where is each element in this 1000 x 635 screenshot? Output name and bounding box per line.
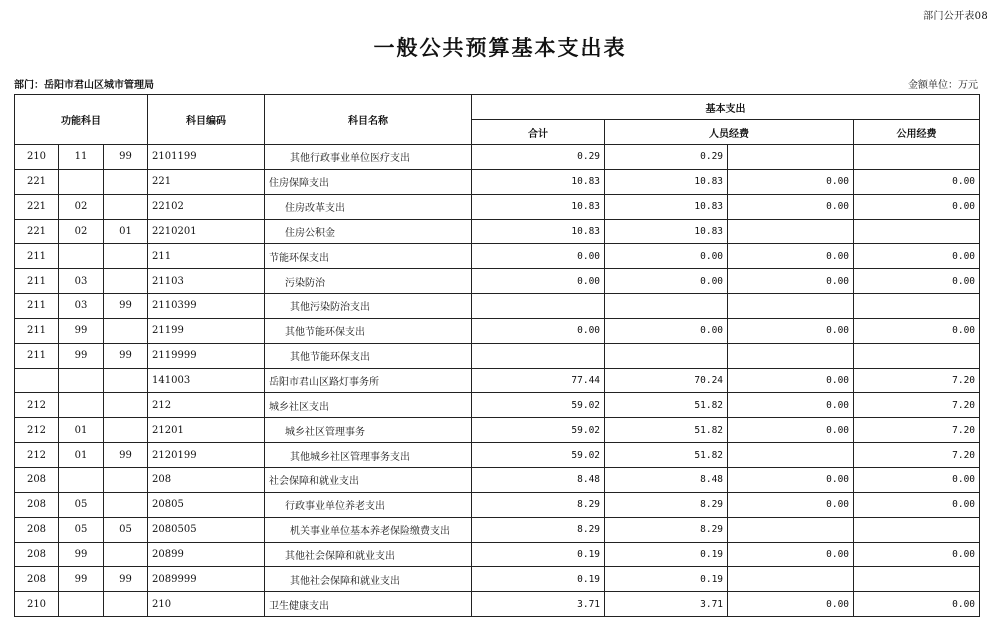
table-row [15,368,980,393]
cell-item: 11 [59,145,104,170]
cell-section [104,318,148,343]
cell-name: 岳阳市君山区路灯事务所 [265,368,472,393]
table-body [15,145,980,617]
cell-name: 其他城乡社区管理事务支出 [265,443,472,468]
cell-code: 20805 [148,492,265,517]
cell-personnel: 8.29 [605,492,728,517]
cell-total: 3.71 [472,592,605,617]
cell-class: 211 [15,269,59,294]
header-subject-name: 科目名称 [265,95,472,145]
cell-personnel-other: 0.00 [728,592,854,617]
cell-public: 7.20 [854,368,980,393]
cell-public [854,145,980,170]
form-number: 部门公开表08 [923,11,988,22]
cell-total: 10.83 [472,169,605,194]
cell-personnel-other: 0.00 [728,467,854,492]
cell-section [104,492,148,517]
cell-item [59,393,104,418]
cell-name: 住房保障支出 [265,169,472,194]
cell-name: 节能环保支出 [265,244,472,269]
cell-class: 212 [15,443,59,468]
cell-item: 99 [59,542,104,567]
cell-personnel-other: 0.00 [728,492,854,517]
cell-name: 社会保障和就业支出 [265,467,472,492]
cell-name: 其他污染防治支出 [265,294,472,319]
table-row [15,517,980,542]
cell-public: 0.00 [854,542,980,567]
cell-class: 211 [15,318,59,343]
cell-public [854,567,980,592]
header-personnel: 人员经费 [605,120,854,145]
cell-personnel: 8.29 [605,517,728,542]
cell-public: 0.00 [854,492,980,517]
cell-name: 其他社会保障和就业支出 [265,567,472,592]
cell-personnel [605,294,728,319]
cell-code: 208 [148,467,265,492]
cell-code: 21199 [148,318,265,343]
cell-total: 59.02 [472,393,605,418]
cell-personnel: 10.83 [605,169,728,194]
cell-code: 2120199 [148,443,265,468]
cell-personnel: 51.82 [605,418,728,443]
cell-total: 8.29 [472,517,605,542]
table-row [15,492,980,517]
page-title: 一般公共预算基本支出表 [373,35,627,60]
cell-class: 210 [15,145,59,170]
cell-personnel-other [728,145,854,170]
cell-personnel-other [728,343,854,368]
cell-code: 221 [148,169,265,194]
table-row [15,467,980,492]
cell-name: 污染防治 [265,269,472,294]
cell-personnel: 51.82 [605,393,728,418]
cell-name: 机关事业单位基本养老保险缴费支出 [265,517,472,542]
cell-total: 59.02 [472,418,605,443]
cell-personnel: 3.71 [605,592,728,617]
cell-personnel-other: 0.00 [728,393,854,418]
cell-item: 03 [59,269,104,294]
cell-total: 0.19 [472,542,605,567]
cell-class: 211 [15,244,59,269]
cell-item: 02 [59,219,104,244]
cell-personnel-other [728,219,854,244]
cell-personnel: 0.00 [605,318,728,343]
cell-public: 0.00 [854,467,980,492]
cell-public: 0.00 [854,318,980,343]
table-row [15,294,980,319]
cell-class: 210 [15,592,59,617]
cell-total: 8.48 [472,467,605,492]
cell-class: 208 [15,492,59,517]
cell-public: 7.20 [854,393,980,418]
cell-code: 2101199 [148,145,265,170]
cell-name: 行政事业单位养老支出 [265,492,472,517]
cell-section [104,393,148,418]
cell-item: 01 [59,418,104,443]
cell-public [854,343,980,368]
cell-personnel-other: 0.00 [728,368,854,393]
cell-class [15,368,59,393]
cell-personnel: 10.83 [605,194,728,219]
cell-name: 其他行政事业单位医疗支出 [265,145,472,170]
cell-public: 0.00 [854,244,980,269]
cell-personnel-other: 0.00 [728,244,854,269]
cell-code: 211 [148,244,265,269]
cell-personnel-other [728,443,854,468]
cell-total: 0.00 [472,318,605,343]
table-row [15,592,980,617]
table-row [15,169,980,194]
cell-public: 0.00 [854,194,980,219]
cell-personnel: 0.29 [605,145,728,170]
cell-item [59,244,104,269]
cell-personnel-other: 0.00 [728,318,854,343]
cell-item [59,467,104,492]
table-row [15,244,980,269]
cell-item: 99 [59,343,104,368]
cell-item: 05 [59,492,104,517]
cell-personnel: 0.00 [605,269,728,294]
cell-section: 99 [104,567,148,592]
cell-public: 7.20 [854,418,980,443]
table-row [15,443,980,468]
cell-item [59,169,104,194]
cell-total: 0.19 [472,567,605,592]
cell-class: 208 [15,467,59,492]
table-row [15,318,980,343]
cell-total: 0.00 [472,244,605,269]
cell-class: 211 [15,343,59,368]
cell-total [472,343,605,368]
cell-total: 59.02 [472,443,605,468]
cell-name: 城乡社区支出 [265,393,472,418]
cell-code: 2080505 [148,517,265,542]
table-row [15,418,980,443]
cell-code: 2210201 [148,219,265,244]
cell-name: 其他节能环保支出 [265,343,472,368]
cell-class: 221 [15,219,59,244]
cell-name: 住房改革支出 [265,194,472,219]
cell-section [104,269,148,294]
cell-section: 99 [104,294,148,319]
cell-name: 住房公积金 [265,219,472,244]
cell-public [854,517,980,542]
cell-personnel [605,343,728,368]
cell-personnel-other: 0.00 [728,169,854,194]
cell-public [854,294,980,319]
cell-class: 221 [15,194,59,219]
cell-personnel: 10.83 [605,219,728,244]
cell-section [104,592,148,617]
table-row [15,269,980,294]
cell-personnel-other [728,294,854,319]
cell-section [104,467,148,492]
table-row [15,542,980,567]
cell-section: 99 [104,443,148,468]
cell-item: 02 [59,194,104,219]
cell-item: 99 [59,567,104,592]
cell-section [104,169,148,194]
cell-code: 141003 [148,368,265,393]
cell-personnel-other: 0.00 [728,418,854,443]
header-basic-expenditure: 基本支出 [472,95,980,120]
cell-class: 208 [15,567,59,592]
header-total: 合计 [472,120,605,145]
cell-section: 99 [104,145,148,170]
cell-personnel: 8.48 [605,467,728,492]
cell-public: 0.00 [854,269,980,294]
header-public: 公用经费 [854,120,980,145]
cell-personnel-other: 0.00 [728,542,854,567]
cell-public: 0.00 [854,592,980,617]
cell-code: 212 [148,393,265,418]
cell-class: 212 [15,393,59,418]
table-row [15,145,980,170]
cell-section: 01 [104,219,148,244]
cell-total: 10.83 [472,219,605,244]
cell-personnel-other: 0.00 [728,269,854,294]
cell-item: 05 [59,517,104,542]
cell-section: 99 [104,343,148,368]
cell-class: 208 [15,517,59,542]
table-row [15,343,980,368]
cell-total: 0.29 [472,145,605,170]
cell-section: 05 [104,517,148,542]
cell-total [472,294,605,319]
cell-total: 8.29 [472,492,605,517]
cell-total: 0.00 [472,269,605,294]
cell-item: 99 [59,318,104,343]
cell-code: 20899 [148,542,265,567]
cell-code: 2119999 [148,343,265,368]
cell-public [854,219,980,244]
cell-public: 0.00 [854,169,980,194]
cell-section [104,368,148,393]
header-subject-code: 科目编码 [148,95,265,145]
cell-total: 10.83 [472,194,605,219]
cell-personnel-other [728,517,854,542]
cell-class: 208 [15,542,59,567]
cell-class: 211 [15,294,59,319]
cell-code: 2089999 [148,567,265,592]
cell-class: 212 [15,418,59,443]
cell-code: 21201 [148,418,265,443]
table-row [15,567,980,592]
cell-total: 77.44 [472,368,605,393]
cell-section [104,244,148,269]
cell-code: 22102 [148,194,265,219]
cell-item [59,368,104,393]
cell-name: 其他社会保障和就业支出 [265,542,472,567]
cell-code: 210 [148,592,265,617]
cell-name: 城乡社区管理事务 [265,418,472,443]
cell-section [104,418,148,443]
expenditure-table [14,94,980,617]
cell-item: 03 [59,294,104,319]
table-row [15,219,980,244]
cell-personnel: 0.00 [605,244,728,269]
cell-class: 221 [15,169,59,194]
cell-code: 21103 [148,269,265,294]
cell-name: 其他节能环保支出 [265,318,472,343]
cell-personnel-other [728,567,854,592]
cell-personnel: 0.19 [605,542,728,567]
cell-code: 2110399 [148,294,265,319]
header-func-subject: 功能科目 [15,95,148,145]
cell-personnel-other: 0.00 [728,194,854,219]
cell-section [104,194,148,219]
cell-personnel: 51.82 [605,443,728,468]
table-row [15,393,980,418]
cell-item: 01 [59,443,104,468]
cell-name: 卫生健康支出 [265,592,472,617]
cell-personnel: 70.24 [605,368,728,393]
department-label: 部门：岳阳市君山区城市管理局 [14,80,154,91]
cell-section [104,542,148,567]
table-row [15,194,980,219]
cell-item [59,592,104,617]
cell-personnel: 0.19 [605,567,728,592]
cell-public: 7.20 [854,443,980,468]
unit-label: 金额单位：万元 [908,80,978,91]
